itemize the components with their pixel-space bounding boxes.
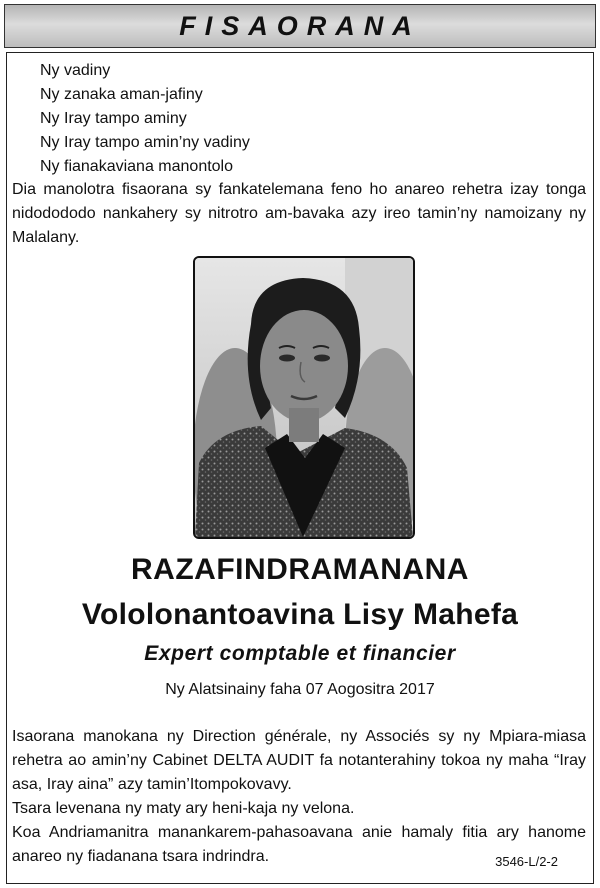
reference-code: 3546-L/2-2	[495, 854, 558, 869]
thanks-paragraph: Koa Andriamanitra manankarem-pahasoavana anie hamaly fitia ary hanome anareo ny fiadanana tsara indrindra.	[12, 824, 586, 865]
deceased-given-names: Vololonantoavina Lisy Mahefa	[81, 598, 519, 631]
death-date: Ny Alatsinainy faha 07 Aogositra 2017	[165, 681, 435, 698]
deceased-surname: RAZAFINDRAMANANA	[131, 553, 469, 586]
thanks-paragraph: Tsara levenana ny maty ary heni-kaja ny velona.	[12, 800, 355, 817]
recipient-item: Ny Iray tampo aminy	[40, 110, 187, 127]
thanks-paragraph: Isaorana manokana ny Direction générale, ny Associés sy ny Mpiara-miasa rehetra ao amin’ny Cabinet DELTA AUDIT fa notanterahiny tokoa ny maha “Iray asa, Iray aina” azy tamin’Itompokovavy.	[12, 728, 586, 793]
recipient-item: Ny vadiny	[40, 62, 111, 79]
deceased-profession: Expert comptable et financier	[144, 642, 456, 665]
header-title: FISAORANA	[179, 10, 421, 41]
recipient-item: Ny Iray tampo amin’ny vadiny	[40, 134, 250, 151]
header-banner	[4, 4, 596, 48]
recipient-list	[40, 59, 250, 179]
portrait-photo	[193, 256, 415, 539]
recipient-item: Ny zanaka aman-jafiny	[40, 86, 203, 103]
recipient-item: Ny fianakaviana manontolo	[40, 158, 234, 175]
intro-paragraph: Dia manolotra fisaorana sy fankatelemana feno ho anareo rehetra izay tonga nidodododo nankahery sy nitrotro am-bavaka azy ireo tamin’ny namoizany ny Malalany.	[12, 181, 586, 246]
